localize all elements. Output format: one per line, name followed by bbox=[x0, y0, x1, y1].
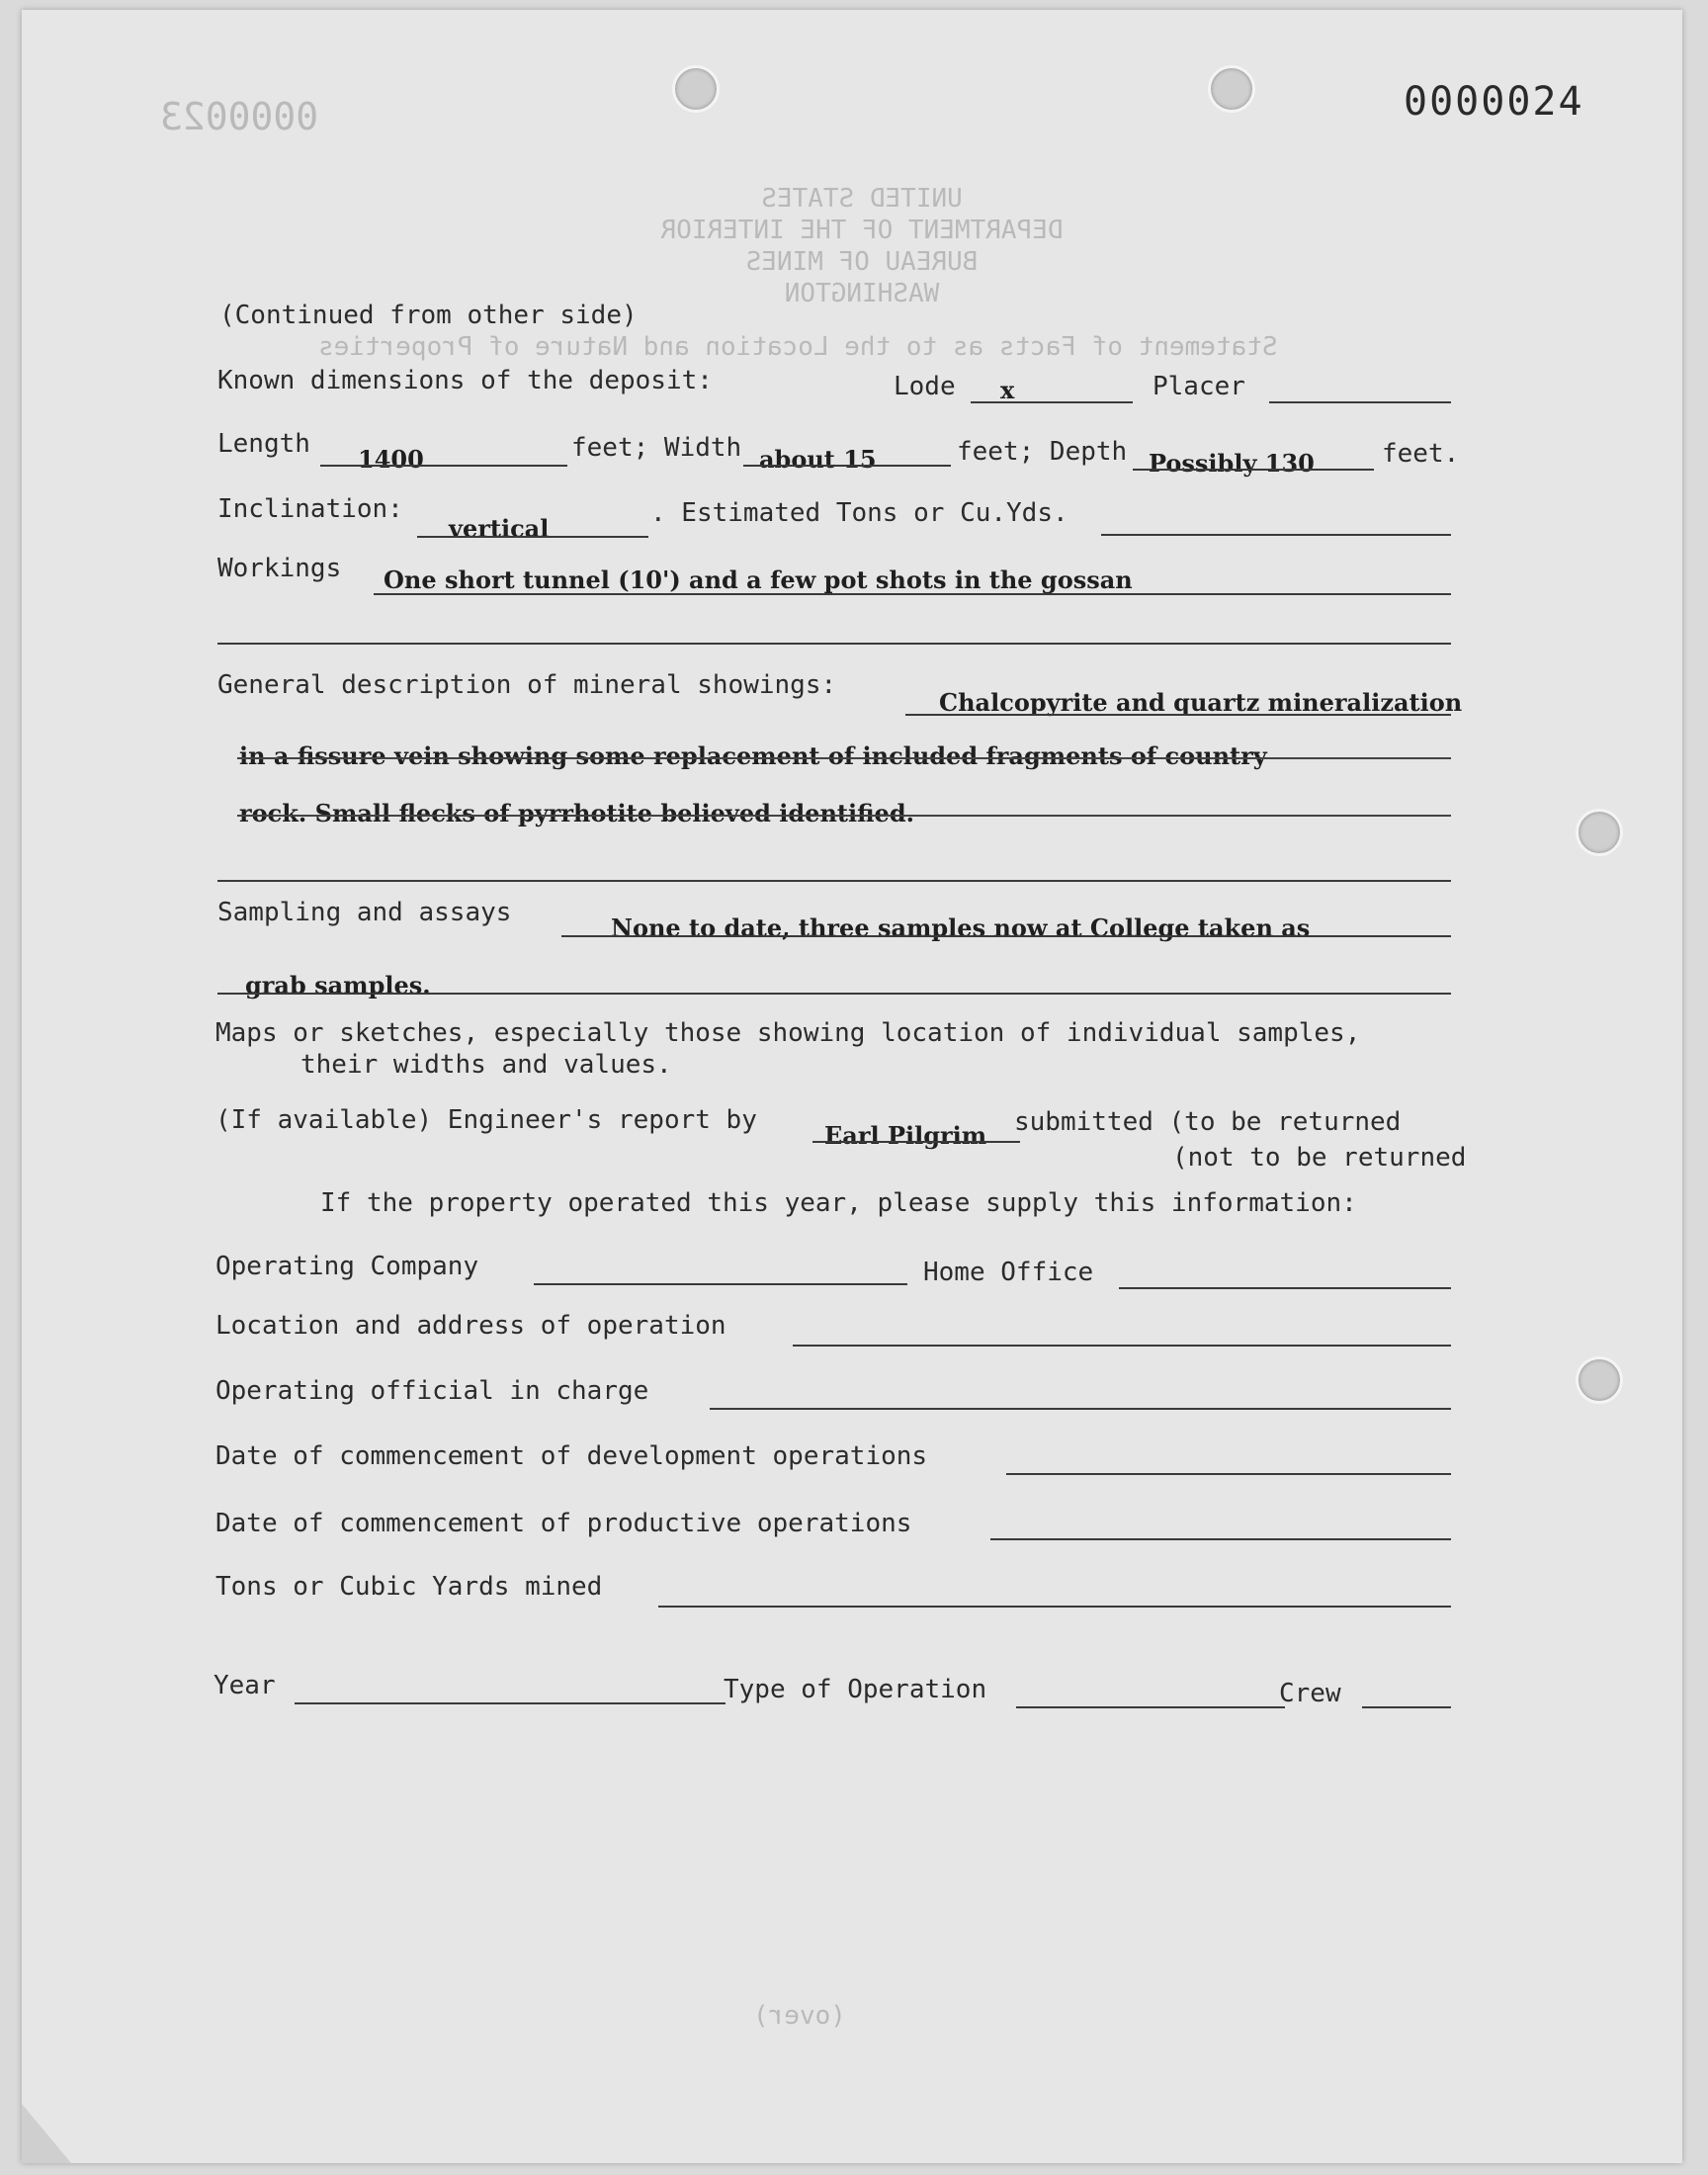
lode-value: x bbox=[1000, 376, 1015, 404]
maps-label-2: their widths and values. bbox=[300, 1050, 672, 1080]
sampling-value-1: None to date, three samples now at College taken as bbox=[611, 914, 1311, 942]
operating-official-line bbox=[710, 1408, 1451, 1410]
type-operation-label: Type of Operation bbox=[724, 1675, 987, 1704]
feet-width-label: feet; Width bbox=[571, 433, 742, 463]
punch-hole-top-left bbox=[672, 65, 720, 113]
bleed-number: 0000023 bbox=[160, 95, 319, 138]
length-line bbox=[320, 465, 567, 467]
bleed-header-2: DEPARTMENT OF THE INTERIOR bbox=[660, 216, 1064, 245]
bleed-header-1: UNITED STATES bbox=[761, 184, 963, 214]
home-office-line bbox=[1119, 1287, 1451, 1289]
year-line bbox=[295, 1702, 726, 1704]
crew-label: Crew bbox=[1279, 1679, 1341, 1708]
sampling-line-2 bbox=[217, 993, 1451, 995]
lode-label: Lode bbox=[894, 372, 956, 401]
inclination-label: Inclination: bbox=[217, 494, 403, 524]
mineral-strike-2 bbox=[237, 757, 1451, 759]
dimensions-label: Known dimensions of the deposit: bbox=[217, 366, 713, 395]
workings-line-1 bbox=[374, 593, 1451, 595]
inclination-value: vertical bbox=[449, 514, 550, 543]
tons-mined-label: Tons or Cubic Yards mined bbox=[215, 1572, 603, 1602]
tons-mined-line bbox=[658, 1606, 1451, 1608]
workings-value: One short tunnel (10') and a few pot shots in the gossan bbox=[384, 566, 1133, 594]
maps-label-1: Maps or sketches, especially those showing location of individual samples, bbox=[215, 1018, 1361, 1048]
inclination-line bbox=[417, 536, 648, 538]
type-operation-line bbox=[1016, 1706, 1285, 1708]
mineral-value-2: in a fissure vein showing some replacement of included fragments of country bbox=[239, 741, 1267, 770]
document-number: 0000024 bbox=[1404, 79, 1584, 125]
punch-hole-right-upper bbox=[1576, 809, 1623, 856]
punch-hole-top-right bbox=[1208, 65, 1255, 113]
bleed-title: Statement of Facts as to the Location and Nature of Properties bbox=[318, 332, 1278, 362]
engineer-label: (If available) Engineer's report by bbox=[215, 1105, 757, 1135]
bleed-over: (over) bbox=[753, 2001, 846, 2031]
operating-company-line bbox=[534, 1283, 907, 1285]
lode-line bbox=[971, 401, 1133, 403]
submitted-label: submitted (to be returned bbox=[1014, 1107, 1402, 1137]
sampling-value-2: grab samples. bbox=[245, 971, 431, 1000]
mineral-strike-3 bbox=[237, 815, 1451, 817]
depth-line bbox=[1133, 469, 1374, 471]
if-operated-note: If the property operated this year, please supply this information: bbox=[320, 1188, 1357, 1218]
continued-note: (Continued from other side) bbox=[219, 301, 638, 330]
tons-line bbox=[1101, 534, 1451, 536]
punch-hole-right-lower bbox=[1576, 1356, 1623, 1404]
year-label: Year bbox=[214, 1671, 276, 1700]
bleed-header-4: WASHINGTON bbox=[784, 279, 940, 308]
depth-value: Possibly 130 bbox=[1149, 449, 1315, 478]
mineral-value-1: Chalcopyrite and quartz mineralization bbox=[939, 688, 1463, 717]
not-returned-label: (not to be returned bbox=[1172, 1143, 1467, 1173]
length-value: 1400 bbox=[358, 445, 424, 474]
date-productive-line bbox=[990, 1538, 1451, 1540]
workings-label: Workings bbox=[217, 554, 342, 583]
location-address-label: Location and address of operation bbox=[215, 1311, 726, 1341]
mineral-value-3: rock. Small flecks of pyrrhotite believed identified. bbox=[239, 799, 914, 827]
location-address-line bbox=[793, 1345, 1451, 1347]
length-label: Length bbox=[217, 429, 310, 459]
tons-label: . Estimated Tons or Cu.Yds. bbox=[650, 498, 1068, 528]
engineer-value: Earl Pilgrim bbox=[824, 1121, 987, 1150]
width-line bbox=[743, 465, 951, 467]
width-value: about 15 bbox=[759, 445, 877, 474]
operating-official-label: Operating official in charge bbox=[215, 1376, 649, 1406]
document-page bbox=[22, 10, 1682, 2163]
crew-line bbox=[1362, 1706, 1451, 1708]
engineer-line bbox=[812, 1141, 1020, 1143]
folded-corner bbox=[22, 2104, 71, 2163]
feet-depth-label: feet; Depth bbox=[957, 437, 1128, 467]
mineral-label: General description of mineral showings: bbox=[217, 670, 837, 700]
operating-company-label: Operating Company bbox=[215, 1252, 479, 1281]
date-development-line bbox=[1006, 1473, 1451, 1475]
home-office-label: Home Office bbox=[923, 1258, 1094, 1287]
mineral-line-1 bbox=[905, 714, 1451, 716]
sampling-label: Sampling and assays bbox=[217, 898, 512, 927]
mineral-line-4 bbox=[217, 880, 1451, 882]
bleed-header-3: BUREAU OF MINES bbox=[745, 247, 979, 277]
placer-line bbox=[1269, 401, 1451, 403]
placer-label: Placer bbox=[1153, 372, 1245, 401]
sampling-line-1 bbox=[561, 935, 1451, 937]
date-productive-label: Date of commencement of productive operations bbox=[215, 1509, 912, 1538]
workings-line-2 bbox=[217, 643, 1451, 645]
feet-label: feet. bbox=[1382, 439, 1460, 469]
date-development-label: Date of commencement of development operations bbox=[215, 1441, 928, 1471]
